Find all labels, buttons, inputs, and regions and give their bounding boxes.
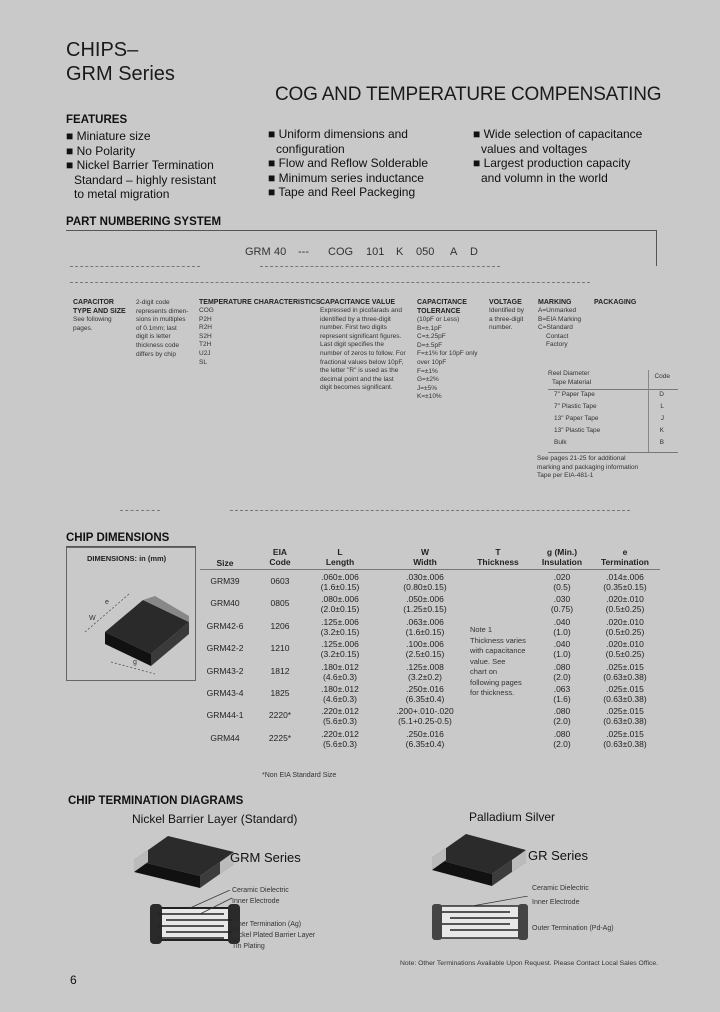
dim-cell-l: .125±.006 (3.2±0.15) — [320, 639, 360, 660]
hdr-thickness: T Thickness — [477, 547, 519, 567]
dimensions-diagram-box — [66, 547, 196, 681]
capacitor-title-2: TYPE AND SIZE — [73, 308, 126, 315]
feature-item: ■ Miniature size — [66, 129, 151, 143]
pn-temp: COG — [328, 246, 354, 258]
marking-column — [538, 298, 581, 350]
marking-title: MARKING — [538, 299, 572, 306]
page-number: 6 — [70, 973, 77, 987]
dim-cell-w: .125±.008 (3.2±0.2) — [406, 661, 444, 682]
dim-cell-e: .025±.015 (0.63±0.38) — [603, 706, 647, 727]
label-gr-outer-termination: Outer Termination (Pd-Ag) — [532, 925, 614, 932]
feature-item: ■ Minimum series inductance — [268, 170, 424, 185]
temp-char-column — [199, 298, 321, 367]
cap-value-column — [320, 298, 406, 393]
dim-cell-size: GRM44 — [210, 732, 240, 743]
packaging-note: See pages 21-25 for additional marking and packaging information Tape per EIA-481-1 — [537, 455, 639, 480]
dim-cell-g: .080 (2.0) — [553, 728, 571, 749]
dim-cell-eia: 2220* — [268, 710, 292, 721]
hdr-width: W Width — [413, 547, 437, 567]
non-eia-footnote: *Non EIA Standard Size — [262, 772, 337, 779]
gr-cross-section — [432, 896, 528, 948]
packaging-title: PACKAGING — [594, 299, 637, 306]
dim-cell-eia: 1825 — [270, 688, 290, 698]
dim-cell-w: .250±.016 (6.35±0.4) — [405, 728, 445, 749]
dim-label-width: W — [89, 615, 96, 622]
features-col-2 — [268, 127, 428, 200]
dim-cell-g: .063 (1.6) — [553, 684, 571, 704]
dim-cell-w: .100±.006 (2.5±0.15) — [405, 639, 445, 660]
dim-cell-e: .020±.010 (0.5±0.25) — [605, 639, 645, 660]
dim-cell-eia: 0603 — [270, 576, 290, 586]
feature-item: values and voltages — [481, 141, 588, 156]
dim-cell-l: .125±.006 (3.2±0.15) — [320, 616, 360, 637]
pn-series: GRM — [245, 246, 271, 258]
grm-chip-drawing — [128, 830, 238, 890]
pn-size: 40 — [274, 246, 287, 258]
cap-tol-body: (10pF or Less) B=±.1pF C=±.25pF D=±.5pF F=±1% for 10pF only over 10pF F=±1% G=±2% J=±5% K=±10% — [417, 316, 478, 401]
part-numbering-heading: PART NUMBERING SYSTEM — [66, 216, 222, 228]
dim-cell-w: .030±.006 (0.80±0.15) — [403, 572, 447, 592]
capacitor-column — [73, 298, 126, 333]
thickness-note: Note 1 Thickness varies with capacitance value. See chart on following pages for thickness. — [470, 625, 526, 697]
label-inner-electrode: Inner Electrode — [232, 898, 280, 905]
feature-item: to metal migration — [74, 187, 170, 201]
dim-cell-l: .220±.012 (5.6±0.3) — [321, 728, 359, 749]
dim-cell-e: .025±.015 (0.63±0.38) — [603, 661, 647, 682]
gr-chip-drawing — [426, 828, 530, 888]
pn-tol: K — [396, 246, 404, 258]
pn-packaging: D — [470, 246, 478, 258]
voltage-title: VOLTAGE — [489, 299, 522, 306]
dim-cell-eia: 0805 — [270, 598, 290, 609]
dim-cell-size: GRM39 — [210, 576, 240, 586]
pn-separator: --- — [298, 246, 309, 258]
dim-cell-size: GRM42-2 — [206, 643, 244, 654]
dim-cell-eia: 2225* — [268, 732, 292, 743]
dim-cell-g: .030 (0.75) — [550, 594, 574, 615]
page-title: COG AND TEMPERATURE COMPENSATING — [275, 84, 662, 105]
feature-item: ■ Uniform dimensions and — [268, 127, 408, 141]
cap-tol-title-2: TOLERANCE — [417, 308, 461, 315]
packaging-table: Reel Diameter Tape Material Code 7" Paper Tape D 7" Plastic Tape L 13" Paper Tape J 13" Plastic Tape K Bulk B — [548, 370, 680, 451]
dim-cell-e: .020±.010 (0.5±0.25) — [605, 616, 645, 637]
right-diagram-title: Palladium Silver — [469, 810, 556, 824]
temp-char-codes: COG P2H R2H S2H T2H U2J SL — [199, 307, 214, 366]
dim-cell-g: .040 (1.0) — [553, 639, 571, 660]
dim-cell-g: .080 (2.0) — [553, 706, 571, 727]
series-title — [66, 38, 175, 86]
dim-cell-eia: 1210 — [270, 643, 290, 654]
dim-cell-size: GRM44-1 — [206, 710, 244, 721]
dim-cell-eia: 1206 — [270, 620, 290, 631]
temp-char-title: TEMPERATURE CHARACTERISTICS — [199, 299, 321, 306]
feature-item: and volumn in the world — [481, 170, 608, 185]
dim-cell-w: .200+.010-.020 (5.1+0.25-0.5) — [396, 706, 454, 727]
hdr-eia: EIA Code — [269, 547, 291, 567]
grm-cross-section — [150, 890, 240, 954]
hdr-length: L Length — [325, 547, 355, 567]
label-tin-plating: Tin Plating — [232, 943, 265, 950]
hdr-insulation: g (Min.) Insulation — [541, 547, 583, 567]
dim-cell-w: .250±.016 (6.35±0.4) — [405, 684, 445, 704]
feature-item: ■ Nickel Barrier Termination — [66, 158, 214, 172]
cap-tol-column — [417, 298, 477, 402]
chip-dimensions-heading: CHIP DIMENSIONS — [66, 532, 170, 544]
dim-cell-e: .014±.006 (0.35±0.15) — [603, 572, 647, 592]
dim-cell-e: .025±.015 (0.63±0.38) — [603, 684, 647, 704]
feature-item: ■ Wide selection of capacitance — [473, 127, 643, 141]
left-diagram-title: Nickel Barrier Layer (Standard) — [132, 812, 298, 826]
termination-heading: CHIP TERMINATION DIAGRAMS — [68, 795, 244, 807]
feature-item: configuration — [276, 141, 345, 156]
capacitor-body: See following pages. — [73, 316, 112, 332]
dimensions-box-label: DIMENSIONS: in (mm) — [87, 554, 167, 563]
grm-series-label: GRM Series — [230, 850, 301, 865]
label-gr-inner-electrode: Inner Electrode — [532, 899, 580, 906]
feature-item: Standard – highly resistant — [74, 172, 217, 187]
feature-item: ■ Flow and Reflow Solderable — [268, 156, 428, 170]
dim-cell-size: GRM40 — [210, 598, 240, 609]
dim-cell-g: .080 (2.0) — [553, 661, 571, 682]
dim-cell-size: GRM43-4 — [206, 688, 244, 698]
features-col-3 — [473, 127, 642, 185]
pn-voltage: 050 — [416, 246, 435, 258]
label-nickel-barrier: Nickel Plated Barrier Layer — [232, 932, 316, 939]
voltage-body: Identified by a three-digit number. — [489, 307, 525, 332]
dim-cell-l: .180±.012 (4.6±0.3) — [321, 684, 359, 704]
marking-body: A=Unmarked B=EIA Marking C=Standard Contact Factory — [538, 307, 582, 349]
chip-dimension-diagram — [71, 570, 191, 676]
dim-cell-w: .063±.006 (1.6±0.15) — [405, 616, 445, 637]
label-inner-termination: Inner Termination (Ag) — [232, 921, 302, 928]
gr-series-label: GR Series — [528, 848, 588, 863]
dim-cell-w: .050±.006 (1.25±0.15) — [403, 594, 447, 615]
label-gr-ceramic-dielectric: Ceramic Dielectric — [532, 885, 589, 892]
dim-cell-l: .220±.012 (5.6±0.3) — [321, 706, 359, 727]
dim-label-thickness: T — [177, 629, 182, 636]
dim-label-length: L — [155, 645, 159, 652]
termination-note: Note: Other Terminations Available Upon Request. Please Contact Local Sales Office. — [400, 960, 659, 967]
dim-cell-l: .180±.012 (4.6±0.3) — [321, 661, 359, 682]
series-line-1: CHIPS– — [66, 39, 139, 61]
series-line-2: GRM Series — [66, 63, 175, 85]
dim-cell-size: GRM42-6 — [206, 620, 244, 631]
cap-value-title: CAPACITANCE VALUE — [320, 299, 396, 306]
dim-cell-e: .025±.015 (0.63±0.38) — [603, 728, 647, 749]
dim-cell-size: GRM43-2 — [206, 665, 244, 676]
voltage-column — [489, 298, 524, 333]
dim-cell-e: .020±.010 (0.5±0.25) — [605, 594, 645, 615]
cap-value-body: Expressed in picofarads and identified by a three-digit number. First two digits represent significant figures. Last digit specifies the number of zeros to follow. For fractional values below 10pF, the letter "R" is used as the decimal point and the last digit becomes significant. — [320, 307, 406, 392]
features-heading: FEATURES — [66, 114, 128, 126]
feature-item: ■ Tape and Reel Packeging — [268, 185, 416, 199]
label-ceramic-dielectric: Ceramic Dielectric — [232, 887, 289, 894]
feature-item: ■ Largest production capacity — [473, 156, 631, 170]
cap-tol-title: CAPACITANCE — [417, 299, 467, 306]
dim-label-term: e — [105, 599, 109, 606]
dim-label-gap: g — [133, 659, 137, 666]
capacitor-title: CAPACITOR — [73, 299, 114, 306]
dim-cell-eia: 1812 — [270, 665, 290, 676]
dim-cell-l: .060±.006 (1.6±0.15) — [320, 572, 360, 592]
dim-cell-l: .080±.006 (2.0±0.15) — [320, 594, 360, 615]
pn-marking: A — [450, 246, 458, 258]
dim-cell-g: .020 (0.5) — [553, 572, 571, 592]
feature-item: ■ No Polarity — [66, 143, 136, 158]
size-code-column: 2-digit code represents dimen- sions in multiples of 0.1mm; last digit is letter thickness code differs by chip — [136, 299, 189, 358]
features-col-1 — [66, 129, 216, 202]
hdr-size: Size — [216, 558, 234, 568]
hdr-termination: e Termination — [600, 547, 649, 567]
dim-cell-g: .040 (1.0) — [553, 616, 571, 637]
pn-cap: 101 — [366, 246, 385, 258]
